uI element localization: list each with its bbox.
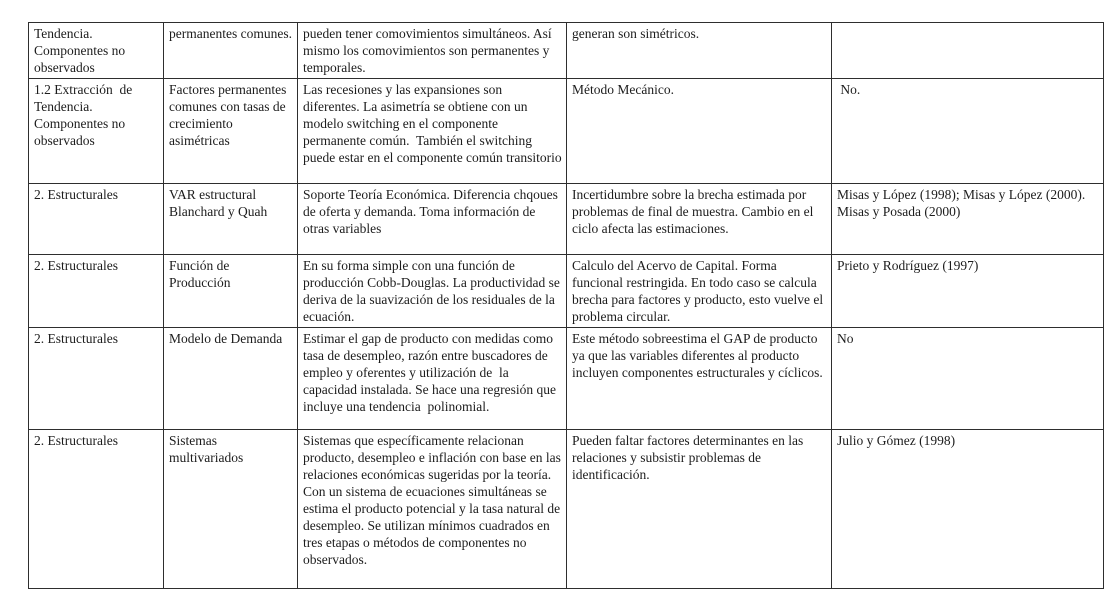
table-row — [29, 430, 1104, 589]
table-cell-references: No — [832, 328, 1104, 430]
table-cell-references: Misas y López (1998); Misas y López (2000). Misas y Posada (2000) — [832, 184, 1104, 255]
methods-comparison-table — [28, 22, 1104, 589]
table-row — [29, 79, 1104, 184]
table-cell-references: Prieto y Rodríguez (1997) — [832, 255, 1104, 328]
table-row — [29, 255, 1104, 328]
table-cell-method-category: 2. Estructurales — [29, 430, 164, 589]
table-cell-limitations: generan son simétricos. — [567, 23, 832, 79]
table-row — [29, 23, 1104, 79]
table-cell-method-category: 2. Estructurales — [29, 184, 164, 255]
table-cell-description: Sistemas que específicamente relacionan producto, desempleo e inflación con base en las relaciones económicas sugeridas por la teoría. Con un sistema de ecuaciones simultáneas se estima el producto potencial y la tasa natural de desempleo. Se utilizan mínimos cuadrados en tres etapas o métodos de componentes no observados. — [298, 430, 567, 589]
table-cell-limitations: Incertidumbre sobre la brecha estimada por problemas de final de muestra. Cambio en el ciclo afecta las estimaciones. — [567, 184, 832, 255]
table-cell-technique: Factores permanentes comunes con tasas de crecimiento asimétricas — [164, 79, 298, 184]
table-cell-limitations: Método Mecánico. — [567, 79, 832, 184]
table-cell-technique: permanentes comunes. — [164, 23, 298, 79]
table-cell-description: pueden tener comovimientos simultáneos. Así mismo los comovimientos son permanentes y temporales. — [298, 23, 567, 79]
table-cell-technique: VAR estructural Blanchard y Quah — [164, 184, 298, 255]
table-cell-method-category: 2. Estructurales — [29, 255, 164, 328]
table-cell-description: Estimar el gap de producto con medidas como tasa de desempleo, razón entre buscadores de empleo y oferentes y utilización de la capacidad instalada. Se hace una regresión que incluye una tendencia polinomial. — [298, 328, 567, 430]
table-cell-technique: Modelo de Demanda — [164, 328, 298, 430]
table-row — [29, 184, 1104, 255]
table-row — [29, 328, 1104, 430]
table-cell-limitations: Calculo del Acervo de Capital. Forma funcional restringida. En todo caso se calcula brecha para factores y producto, esto vuelve el problema circular. — [567, 255, 832, 328]
table-cell-description: Soporte Teoría Económica. Diferencia chqoues de oferta y demanda. Toma información de otras variables — [298, 184, 567, 255]
table-cell-technique: Sistemas multivariados — [164, 430, 298, 589]
table-cell-technique: Función de Producción — [164, 255, 298, 328]
table-cell-limitations: Este método sobreestima el GAP de producto ya que las variables diferentes al producto incluyen componentes estructurales y cíclicos. — [567, 328, 832, 430]
table-cell-description: Las recesiones y las expansiones son diferentes. La asimetría se obtiene con un modelo switching en el componente permanente común. También el switching puede estar en el componente común transitorio — [298, 79, 567, 184]
table-cell-references — [832, 23, 1104, 79]
table-cell-references: No. — [832, 79, 1104, 184]
table-cell-method-category: 1.2 Extracción de Tendencia. Componentes no observados — [29, 79, 164, 184]
table-cell-description: En su forma simple con una función de producción Cobb-Douglas. La productividad se deriva de la suavización de los residuales de la ecuación. — [298, 255, 567, 328]
table-cell-method-category: 2. Estructurales — [29, 328, 164, 430]
table-cell-references: Julio y Gómez (1998) — [832, 430, 1104, 589]
table-cell-method-category: Tendencia. Componentes no observados — [29, 23, 164, 79]
table-cell-limitations: Pueden faltar factores determinantes en las relaciones y subsistir problemas de identificación. — [567, 430, 832, 589]
